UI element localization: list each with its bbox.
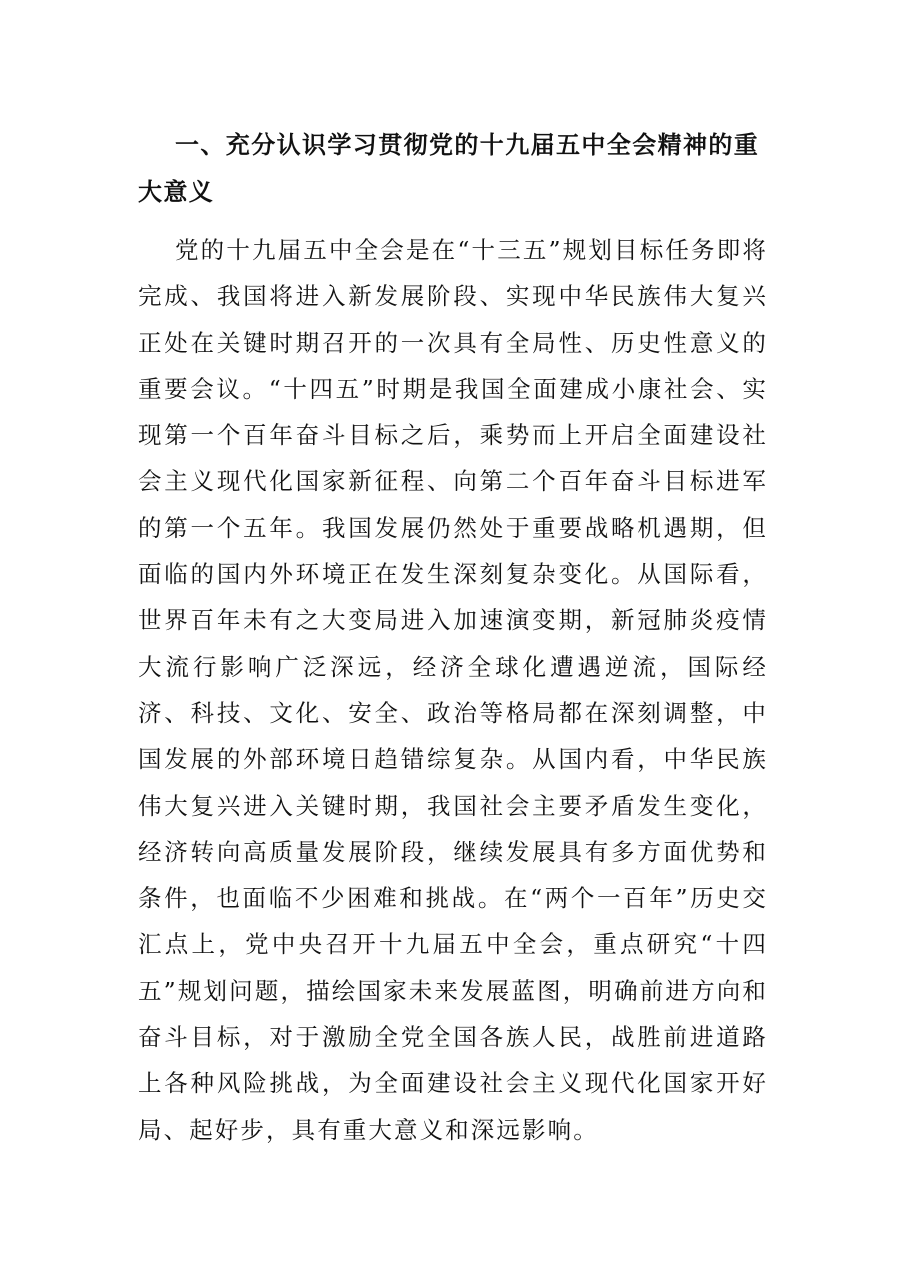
document-body bbox=[138, 122, 768, 1153]
body-paragraph: 党的十九届五中全会是在“十三五”规划目标任务即将完成、我国将进入新发展阶段、实现中华民族伟大复兴正处在关键时期召开的一次具有全局性、历史性意义的重要会议。“十四五”时期是我国全面建成小康社会、实现第一个百年奋斗目标之后，乘势而上开启全面建设社会主义现代化国家新征程、向第二个百年奋斗目标进军的第一个五年。我国发展仍然处于重要战略机遇期，但面临的国内外环境正在发生深刻复杂变化。从国际看，世界百年未有之大变局进入加速演变期，新冠肺炎疫情大流行影响广泛深远，经济全球化遭遇逆流，国际经济、科技、文化、安全、政治等格局都在深刻调整，中国发展的外部环境日趋错综复杂。从国内看，中华民族伟大复兴进入关键时期，我国社会主要矛盾发生变化，经济转向高质量发展阶段，继续发展具有多方面优势和条件，也面临不少困难和挑战。在“两个一百年”历史交汇点上，党中央召开十九届五中全会，重点研究“十四五”规划问题，描绘国家未来发展蓝图，明确前进方向和奋斗目标，对于激励全党全国各族人民，战胜前进道路上各种风险挑战，为全面建设社会主义现代化国家开好局、起好步，具有重大意义和深远影响。 bbox=[138, 236, 768, 1144]
section-heading: 一、充分认识学习贯彻党的十九届五中全会精神的重大意义 bbox=[138, 131, 760, 206]
